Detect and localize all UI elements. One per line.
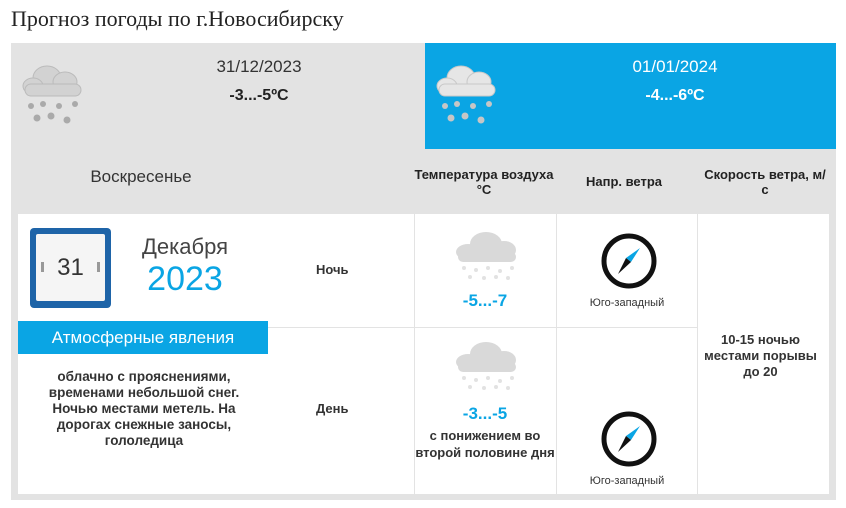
- calendar-month: Декабря: [142, 234, 228, 259]
- calendar-day: 31: [57, 253, 84, 281]
- forecast-body: [18, 214, 829, 494]
- page-title: Прогноз погоды по г.Новосибирску: [11, 6, 344, 31]
- period-night-label: Ночь: [316, 262, 349, 277]
- night-wind-direction: Юго-западный: [589, 297, 665, 309]
- cloud-snow-icon: [450, 338, 524, 392]
- weekday-text: Воскресенье: [90, 167, 192, 186]
- column-wind-speed: Скорость ветра, м/с: [704, 166, 826, 197]
- period-day-label: День: [316, 401, 349, 416]
- night-temp: -5...-7: [462, 291, 508, 310]
- cloud-snow-icon: [450, 228, 524, 282]
- cloud-snow-icon: [433, 60, 503, 130]
- calendar-icon: [30, 228, 111, 308]
- forecast-widget: [11, 43, 836, 500]
- day-tab-2[interactable]: [425, 43, 836, 149]
- compass-icon: [600, 232, 658, 290]
- phenomena-text: облачно с прояснениями, временами небольшой снег. Ночью местами метель. На дорогах снежные заносы, гололедица: [48, 369, 240, 448]
- day-temp-range: -3...-5ºC: [229, 87, 289, 104]
- day-temp-note: с понижением во второй половине дня: [415, 428, 555, 460]
- day-wind-direction: Юго-западный: [589, 475, 665, 487]
- phenomena-title: Атмосферные явления: [18, 321, 268, 354]
- wind-speed-value: 10-15 ночью местами порывы до 20: [704, 332, 817, 379]
- compass-icon: [600, 410, 658, 468]
- day-temp: -3...-5: [462, 404, 508, 423]
- column-wind-direction: Напр. ветра: [585, 174, 663, 189]
- day-tab-1[interactable]: [11, 43, 424, 149]
- day-date: 31/12/2023: [216, 57, 302, 76]
- calendar-year: 2023: [147, 260, 223, 298]
- day-date: 01/01/2024: [632, 57, 718, 76]
- weekday-label: [11, 149, 271, 214]
- day-temp-range: -4...-6ºC: [645, 87, 705, 104]
- column-temperature: Температура воздуха °С: [414, 166, 554, 197]
- cloud-snow-icon: [19, 60, 89, 130]
